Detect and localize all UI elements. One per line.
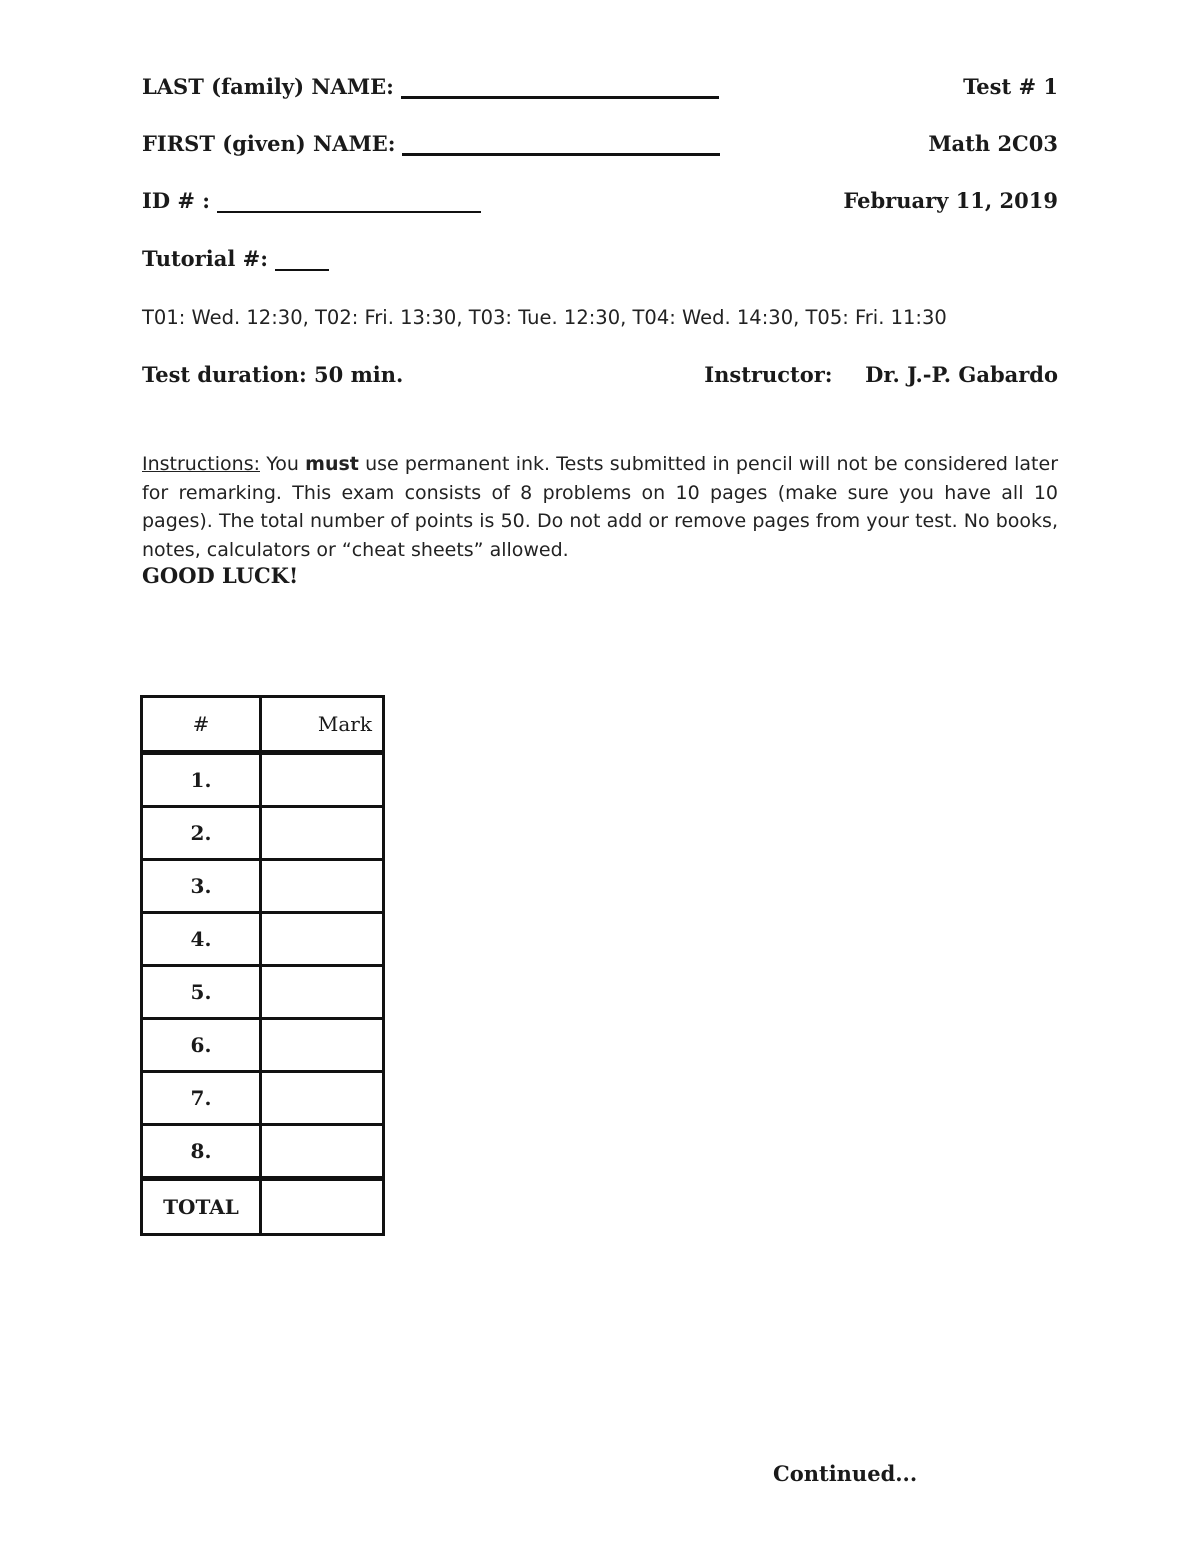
total-label: TOTAL — [142, 1179, 261, 1235]
id-label: ID # : — [142, 188, 211, 213]
first-name-field[interactable] — [402, 153, 720, 156]
problem-number: 4. — [142, 913, 261, 966]
first-name-label: FIRST (given) NAME: — [142, 131, 396, 156]
table-row — [142, 1125, 384, 1179]
problem-number: 8. — [142, 1125, 261, 1179]
table-row — [142, 807, 384, 860]
instructions-paragraph — [142, 450, 1058, 564]
table-row — [142, 1072, 384, 1125]
instructor-name: Dr. J.-P. Gabardo — [865, 362, 1058, 387]
continued-footer: Continued... — [773, 1461, 918, 1486]
mark-cell[interactable] — [261, 1072, 384, 1125]
mark-cell[interactable] — [261, 913, 384, 966]
table-header-row — [142, 697, 384, 753]
mark-cell[interactable] — [261, 860, 384, 913]
instructions-emphasis: must — [305, 453, 359, 475]
course-name: Math 2C03 — [928, 131, 1058, 156]
total-mark-cell[interactable] — [261, 1179, 384, 1235]
instructions-text: You — [260, 453, 306, 475]
marks-table — [140, 695, 385, 1236]
table-row — [142, 1019, 384, 1072]
problem-number: 1. — [142, 753, 261, 807]
test-number: Test # 1 — [963, 74, 1058, 99]
tutorial-field[interactable] — [275, 269, 329, 271]
total-row — [142, 1179, 384, 1235]
table-row — [142, 966, 384, 1019]
column-header-mark: Mark — [261, 697, 384, 753]
problem-number: 3. — [142, 860, 261, 913]
mark-cell[interactable] — [261, 753, 384, 807]
last-name-field[interactable] — [401, 96, 719, 99]
test-duration: Test duration: 50 min. — [142, 362, 404, 387]
instructor-label: Instructor: — [704, 362, 833, 387]
good-luck: GOOD LUCK! — [142, 563, 299, 588]
mark-cell[interactable] — [261, 1019, 384, 1072]
last-name-label: LAST (family) NAME: — [142, 74, 394, 99]
instructor — [704, 362, 1058, 387]
id-field[interactable] — [217, 211, 481, 213]
tutorial-label: Tutorial #: — [142, 246, 268, 271]
problem-number: 6. — [142, 1019, 261, 1072]
problem-number: 5. — [142, 966, 261, 1019]
mark-cell[interactable] — [261, 1125, 384, 1179]
table-row — [142, 753, 384, 807]
instructions-text-rest: use permanent ink. Tests submitted in pencil will not be considered later for remarking. This exam consists of 8 problems on 10 pages (make sure you have all 10 pages). The total number of points is 50. Do not add or remove pages from your test. No books, notes, calculators or “cheat sheets” allowed. — [142, 453, 1059, 561]
problem-number: 7. — [142, 1072, 261, 1125]
table-row — [142, 913, 384, 966]
tutorial-schedule: T01: Wed. 12:30, T02: Fri. 13:30, T03: Tue. 12:30, T04: Wed. 14:30, T05: Fri. 11:30 — [142, 306, 947, 329]
table-row — [142, 860, 384, 913]
column-header-number: # — [142, 697, 261, 753]
first-name-row — [142, 131, 720, 156]
instructions-heading: Instructions: — [142, 453, 260, 475]
tutorial-row — [142, 246, 329, 271]
id-row — [142, 188, 481, 213]
test-date: February 11, 2019 — [843, 188, 1058, 213]
problem-number: 2. — [142, 807, 261, 860]
mark-cell[interactable] — [261, 966, 384, 1019]
mark-cell[interactable] — [261, 807, 384, 860]
last-name-row — [142, 74, 719, 99]
